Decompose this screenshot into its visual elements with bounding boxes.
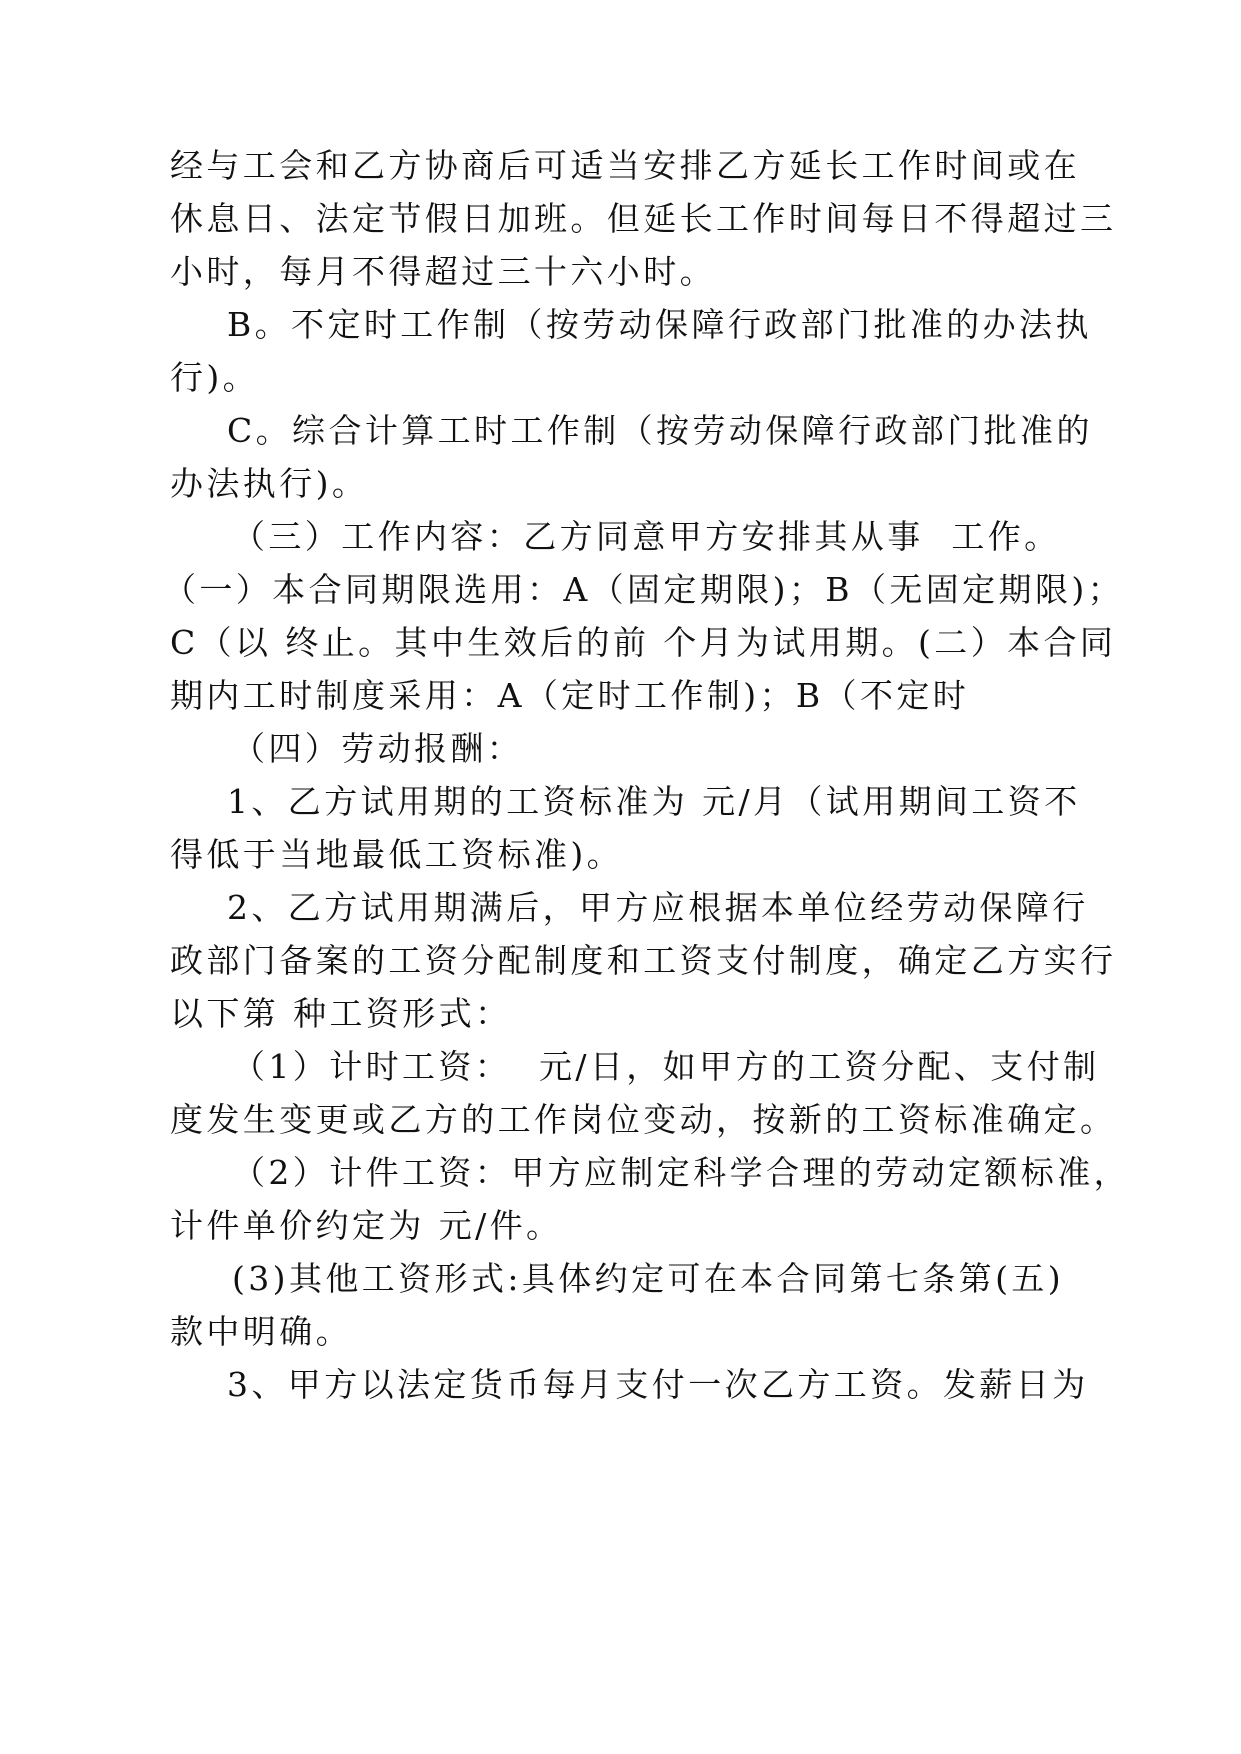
paragraph-line: 小时，每月不得超过三十六小时。 [170, 252, 716, 291]
paragraph-line: (3)其他工资形式:具体约定可在本合同第七条第(五) [232, 1259, 1065, 1298]
paragraph-line: B。不定时工作制（按劳动保障行政部门批准的办法执 [227, 305, 1092, 344]
paragraph-line: 1、乙方试用期的工资标准为 元/月（试用期间工资不 [227, 782, 1081, 821]
paragraph-line: 度发生变更或乙方的工作岗位变动，按新的工资标准确定。 [170, 1100, 1117, 1139]
paragraph-line: 得低于当地最低工资标准)。 [170, 835, 624, 874]
paragraph-line: C。综合计算工时工作制（按劳动保障行政部门批准的 [227, 411, 1093, 450]
paragraph-line: 办法执行)。 [170, 464, 369, 503]
paragraph-line: 休息日、法定节假日加班。但延长工作时间每日不得超过三 [170, 199, 1117, 238]
paragraph-line: 以下第 种工资形式： [170, 994, 512, 1033]
paragraph-line: 行)。 [170, 358, 260, 397]
paragraph-line: 2、乙方试用期满后，甲方应根据本单位经劳动保障行 [227, 888, 1089, 927]
paragraph-line: （三）工作内容：乙方同意甲方安排其从事 工作。 [232, 517, 1061, 556]
paragraph-line: 3、甲方以法定货币每月支付一次乙方工资。发薪日为 [227, 1365, 1089, 1404]
paragraph-line: 政部门备案的工资分配制度和工资支付制度，确定乙方实行 [170, 941, 1117, 980]
paragraph-line: （四）劳动报酬： [232, 729, 524, 768]
paragraph-line: 经与工会和乙方协商后可适当安排乙方延长工作时间或在 [170, 146, 1080, 185]
paragraph-line: 计件单价约定为 元/件。 [170, 1206, 563, 1245]
paragraph-line: 期内工时制度采用：A（定时工作制)；B（不定时 [170, 676, 970, 715]
paragraph-line: （一）本合同期限选用：A（固定期限)；B（无固定期限)； [163, 570, 1125, 609]
paragraph-line: （1）计时工资： 元/日，如甲方的工资分配、支付制 [232, 1047, 1100, 1086]
paragraph-line: C（以 终止。其中生效后的前 个月为试用期。(二）本合同 [170, 623, 1117, 662]
paragraph-line: 款中明确。 [170, 1312, 352, 1351]
paragraph-line: （2）计件工资：甲方应制定科学合理的劳动定额标准， [232, 1153, 1130, 1192]
